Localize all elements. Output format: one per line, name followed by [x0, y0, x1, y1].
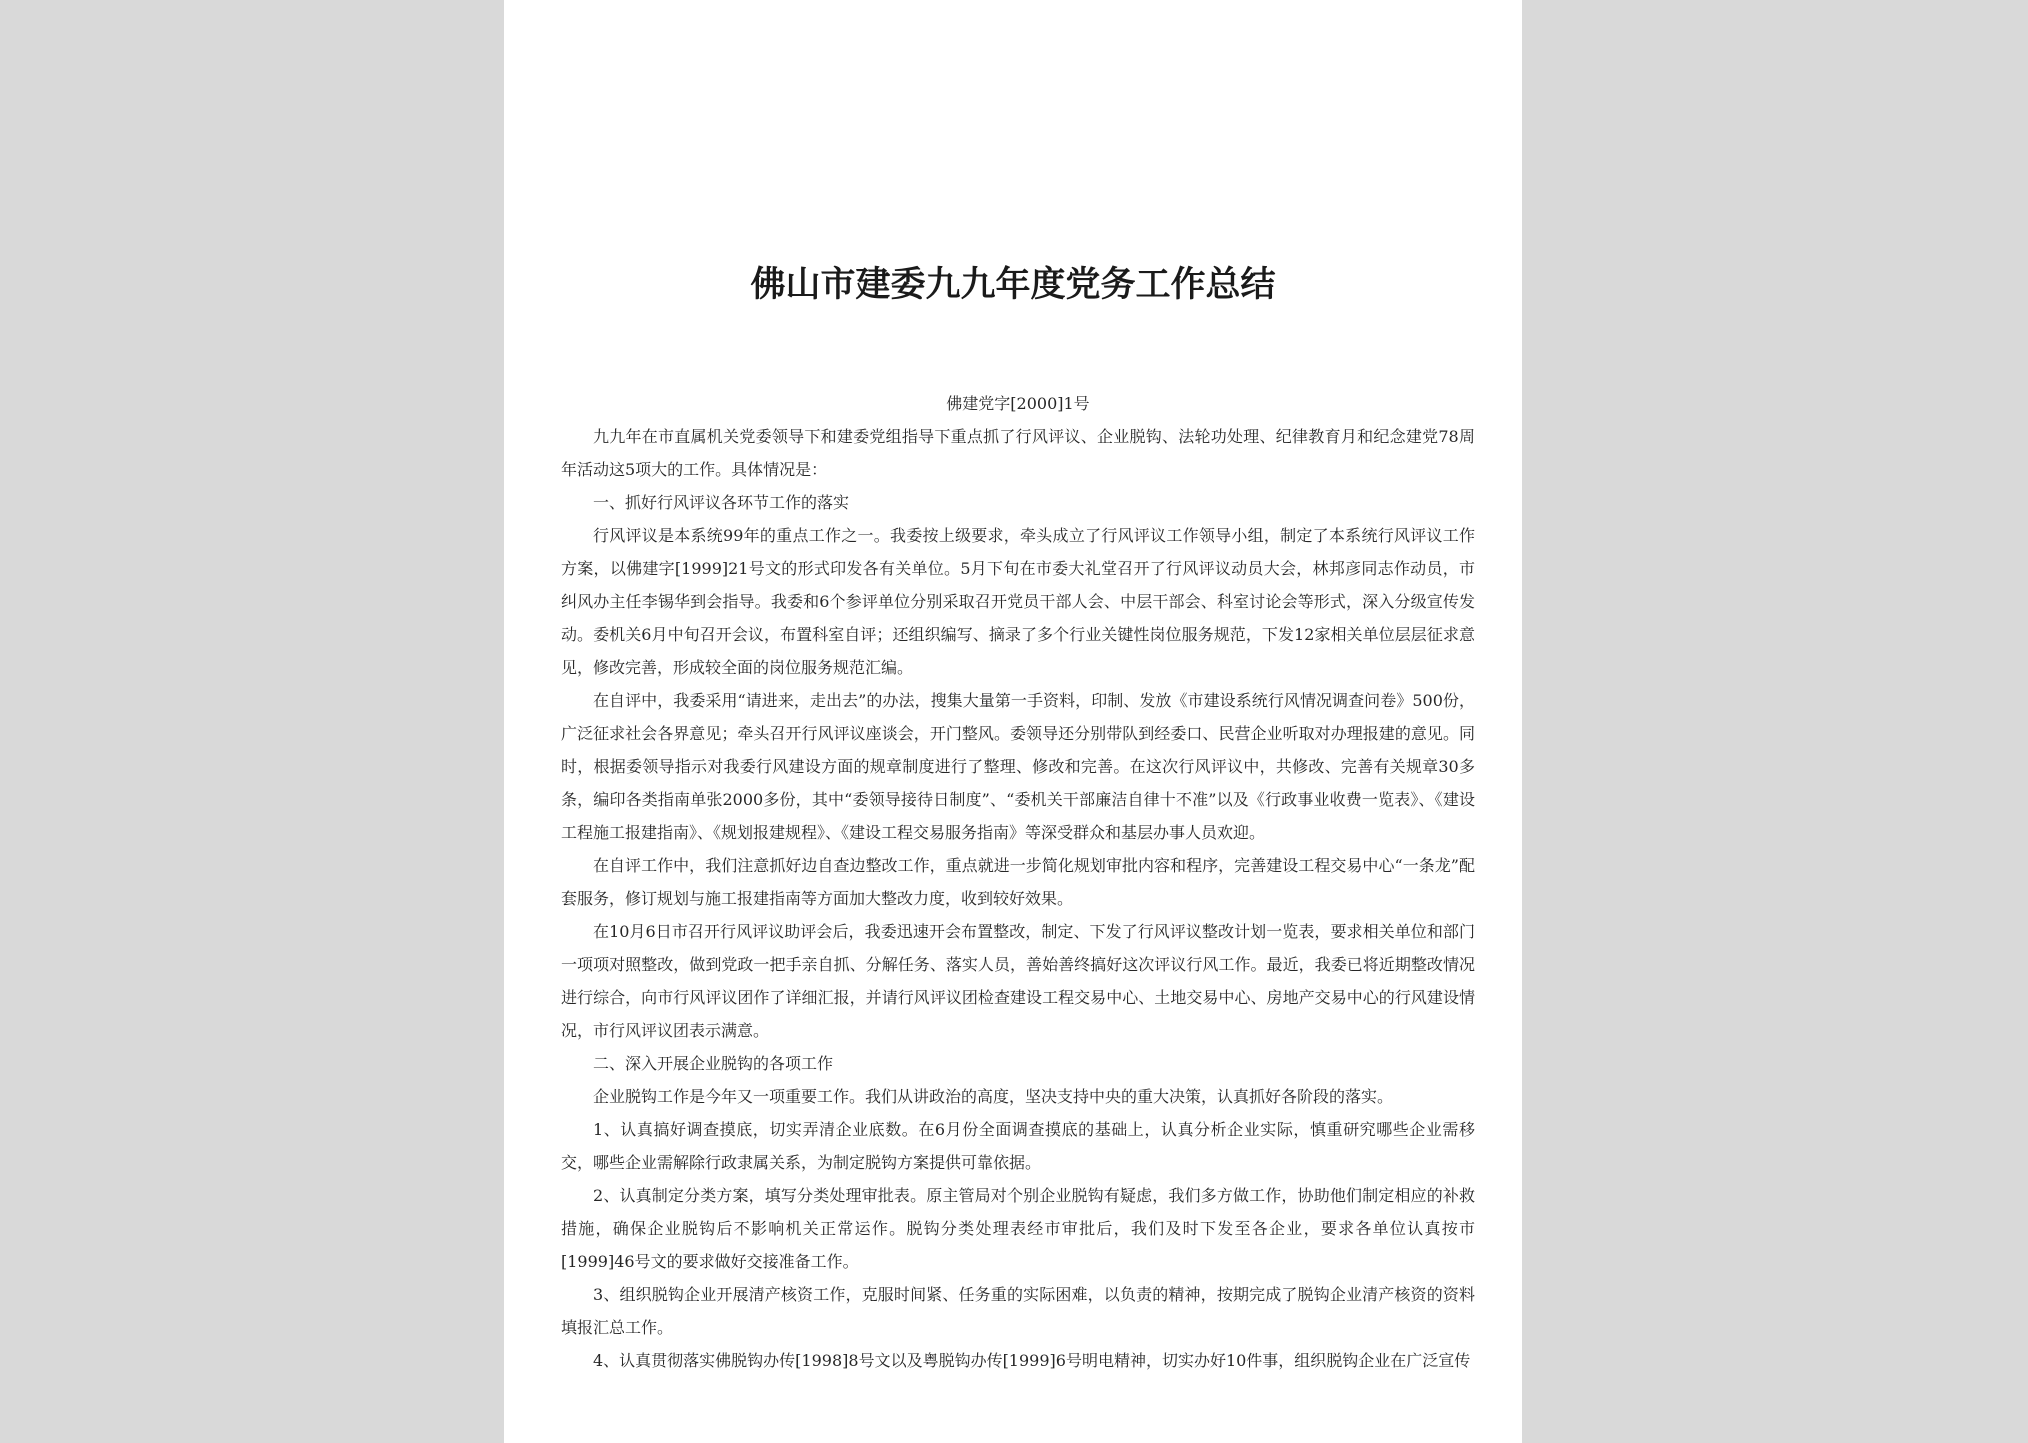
body-paragraph: 在10月6日市召开行风评议助评会后，我委迅速开会布置整改，制定、下发了行风评议整改计划一览表，要求相关单位和部门一项项对照整改，做到党政一把手亲自抓、分解任务、落实人员，善始善终搞好这次评议行风工作。最近，我委已将近期整改情况进行综合，向市行风评议团作了详细汇报，并请行风评议团检查建设工程交易中心、土地交易中心、房地产交易中心的行风建设情况，市行风评议团表示满意。: [561, 922, 1475, 1040]
document-body: [561, 387, 1475, 1377]
document-page: [504, 0, 1522, 1443]
body-paragraph: 4、认真贯彻落实佛脱钩办传[1998]8号文以及粤脱钩办传[1999]6号明电精神，切实办好10件事，组织脱钩企业在广泛宣传: [593, 1351, 1471, 1370]
document-number: 佛建党字[2000]1号: [946, 394, 1090, 413]
body-paragraph: 在自评中，我委采用“请进来，走出去”的办法，搜集大量第一手资料，印制、发放《市建设系统行风情况调查问卷》500份，广泛征求社会各界意见；牵头召开行风评议座谈会，开门整风。委领导还分别带队到经委口、民营企业听取对办理报建的意见。同时，根据委领导指示对我委行风建设方面的规章制度进行了整理、修改和完善。在这次行风评议中，共修改、完善有关规章30多条，编印各类指南单张2000多份，其中“委领导接待日制度”、“委机关干部廉洁自律十不准”以及《行政事业收费一览表》、《建设工程施工报建指南》、《规划报建规程》、《建设工程交易服务指南》等深受群众和基层办事人员欢迎。: [561, 691, 1475, 842]
body-paragraph: 企业脱钩工作是今年又一项重要工作。我们从讲政治的高度，坚决支持中央的重大决策，认真抓好各阶段的落实。: [593, 1087, 1394, 1106]
document-title: 佛山市建委九九年度党务工作总结: [750, 265, 1276, 305]
section-heading: 一、抓好行风评议各环节工作的落实: [593, 493, 850, 512]
body-paragraph: 1、认真搞好调查摸底，切实弄清企业底数。在6月份全面调查摸底的基础上，认真分析企业实际，慎重研究哪些企业需移交，哪些企业需解除行政隶属关系，为制定脱钩方案提供可靠依据。: [561, 1120, 1475, 1172]
body-paragraph: 在自评工作中，我们注意抓好边自查边整改工作，重点就进一步简化规划审批内容和程序，完善建设工程交易中心“一条龙”配套服务，修订规划与施工报建指南等方面加大整改力度，收到较好效果。: [561, 856, 1475, 908]
body-paragraph: 九九年在市直属机关党委领导下和建委党组指导下重点抓了行风评议、企业脱钩、法轮功处理、纪律教育月和纪念建党78周年活动这5项大的工作。具体情况是：: [561, 427, 1475, 479]
body-paragraph: 2、认真制定分类方案，填写分类处理审批表。原主管局对个别企业脱钩有疑虑，我们多方做工作，协助他们制定相应的补救措施，确保企业脱钩后不影响机关正常运作。脱钩分类处理表经市审批后，我们及时下发至各企业，要求各单位认真按市[1999]46号文的要求做好交接准备工作。: [561, 1186, 1475, 1271]
body-paragraph: 3、组织脱钩企业开展清产核资工作，克服时间紧、任务重的实际困难，以负责的精神，按期完成了脱钩企业清产核资的资料填报汇总工作。: [561, 1285, 1475, 1337]
section-heading: 二、深入开展企业脱钩的各项工作: [593, 1054, 834, 1073]
body-paragraph: 行风评议是本系统99年的重点工作之一。我委按上级要求，牵头成立了行风评议工作领导小组，制定了本系统行风评议工作方案，以佛建字[1999]21号文的形式印发各有关单位。5月下旬在市委大礼堂召开了行风评议动员大会，林邦彦同志作动员，市纠风办主任李锡华到会指导。我委和6个参评单位分别采取召开党员干部人会、中层干部会、科室讨论会等形式，深入分级宣传发动。委机关6月中旬召开会议，布置科室自评；还组织编写、摘录了多个行业关键性岗位服务规范，下发12家相关单位层层征求意见，修改完善，形成较全面的岗位服务规范汇编。: [561, 526, 1475, 677]
